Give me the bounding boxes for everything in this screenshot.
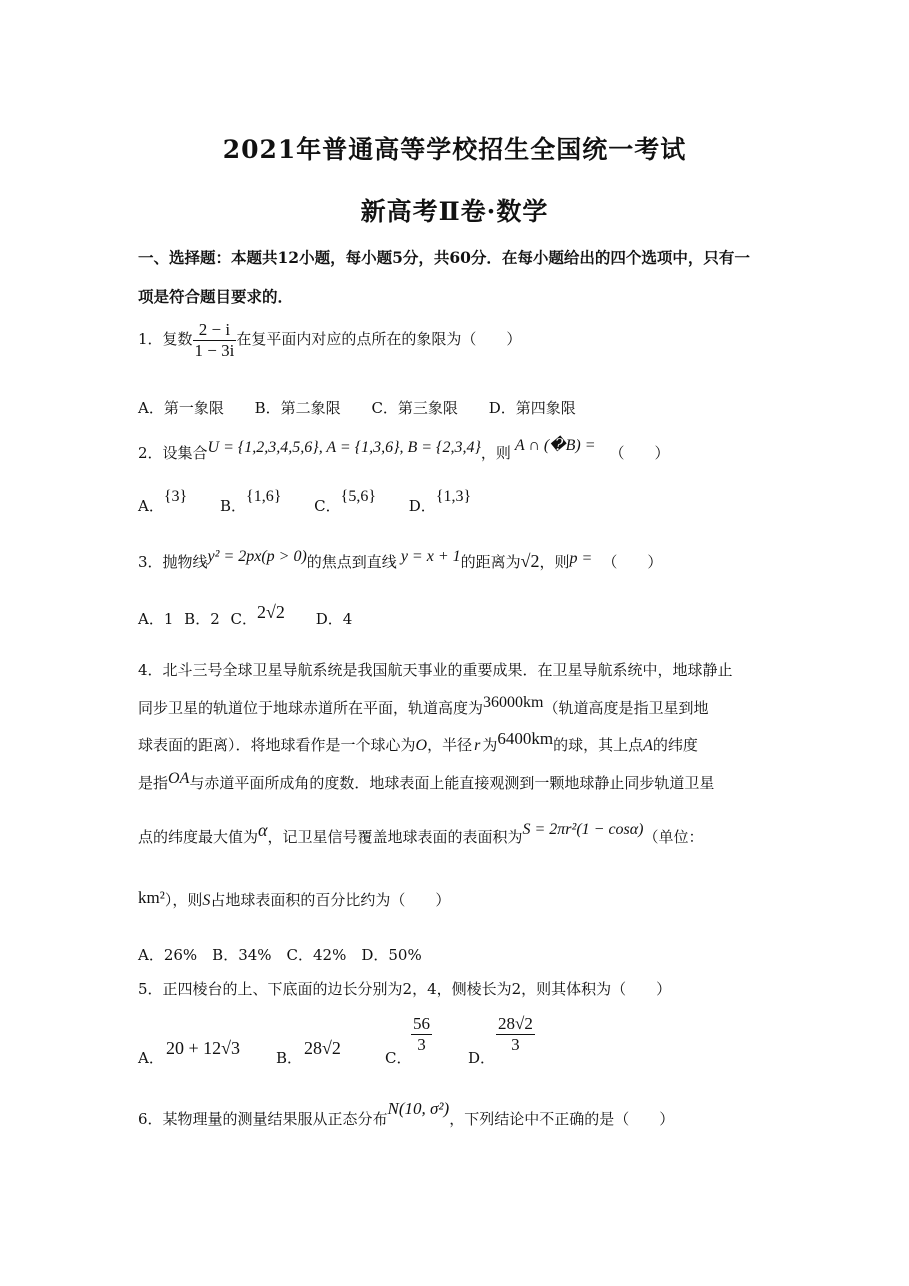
- section-heading-line1: 一、选择题：本题共12小题，每小题5分，共60分．在每小题给出的四个选项中，只有一: [138, 248, 750, 267]
- question-4-line6: km²），则S占地球表面积的百分比约为（ ）: [138, 888, 451, 909]
- page-subtitle: 新高考Ⅱ卷·数学: [360, 197, 549, 226]
- q5-option-d: $\frac{28√2}{3}$: [498, 1014, 533, 1054]
- q4-area-formula: S = 2πr²(1 − cosα): [522, 821, 644, 838]
- question-1: 1．复数 $\frac{2 - i}{1 - 3i}$ 在复平面内对应的点所在的象限为（ ）: [138, 320, 522, 360]
- question-4-line1: 4．北斗三号全球卫星导航系统是我国航天事业的重要成果．在卫星导航系统中，地球静止: [138, 661, 733, 679]
- q3-line: y = x + 1: [400, 548, 461, 565]
- q2-option-b: {1,6}: [246, 488, 282, 505]
- question-6: 6．某物理量的测量结果服从正态分布N(10, σ²)，下列结论中不正确的是（ ）: [138, 1099, 675, 1128]
- q5-option-c: $\frac{56}{3}$: [413, 1014, 430, 1054]
- question-2-options: A．{3} B．{1,6} C．{5,6} D．{1,3}: [138, 488, 472, 515]
- page-title: 2021年普通高等学校招生全国统一考试: [222, 135, 687, 164]
- q2-option-d: {1,3}: [435, 488, 472, 505]
- q1-option-a: A．第一象限: [138, 399, 224, 417]
- question-1-options: [138, 397, 576, 418]
- q2-expression: A ∩ (�B) =: [514, 437, 596, 454]
- q1-option-b: B．第二象限: [254, 399, 341, 417]
- q3-option-c: C．: [230, 610, 258, 628]
- question-3-options: A．1 B．2 C．2√2 D．4: [138, 602, 353, 628]
- q3-parabola: y² = 2px(p > 0): [207, 548, 307, 565]
- question-4-line2: 同步卫星的轨道位于地球赤道所在平面，轨道高度为36000km（轨道高度是指卫星到地: [138, 694, 709, 717]
- question-4-options: A．26% B．34% C．42% D．50%: [138, 946, 422, 964]
- q2-sets: U = {1,2,3,4,5,6}, A = {1,3,6}, B = {2,3,4}: [207, 439, 481, 456]
- question-3: 3．抛物线y² = 2px(p > 0)的焦点到直线 y = x + 1的距离为√2，则p = （ ）: [138, 548, 663, 571]
- section-heading-line2: 项是符合题目要求的．: [138, 287, 294, 306]
- q3-p: p =: [569, 550, 593, 567]
- question-4-line4: 是指OA与赤道平面所成角的度数．地球表面上能直接观测到一颗地球静止同步轨道卫星: [138, 770, 715, 792]
- question-2: 2．设集合U = {1,2,3,4,5,6}, A = {1,3,6}, B = {2,3,4}，则 A ∩ (�B) = （ ）: [138, 437, 670, 462]
- question-4-line5: 点的纬度最大值为α，记卫星信号覆盖地球表面的表面积为S = 2πr²(1 − cosα)（单位：: [138, 820, 704, 846]
- question-4-line3: 球表面的距离）．将地球看作是一个球心为O，半径 r 为6400km的球，其上点A的纬度: [138, 729, 698, 754]
- question-5: 5．正四棱台的上、下底面的边长分别为2，4，侧棱长为2，则其体积为（ ）: [138, 980, 672, 998]
- q1-option-d: D．第四象限: [488, 399, 576, 417]
- q2-option-c: {5,6}: [340, 488, 376, 505]
- q3-option-a: A．1: [138, 610, 174, 628]
- q3-option-b: B．2: [184, 610, 220, 628]
- q1-option-c: C．第三象限: [371, 399, 458, 417]
- q5-option-a: 20 + 12√3: [166, 1038, 241, 1058]
- q2-option-a: {3}: [163, 488, 188, 505]
- q5-option-b: 28√2: [304, 1038, 341, 1058]
- complex-fraction: $\frac{2 - i}{1 - 3i}$: [194, 320, 235, 360]
- q3-distance: √2: [520, 551, 540, 571]
- q6-normal-distribution: N(10, σ²): [387, 1099, 450, 1118]
- q3-option-d: D．4: [315, 610, 353, 628]
